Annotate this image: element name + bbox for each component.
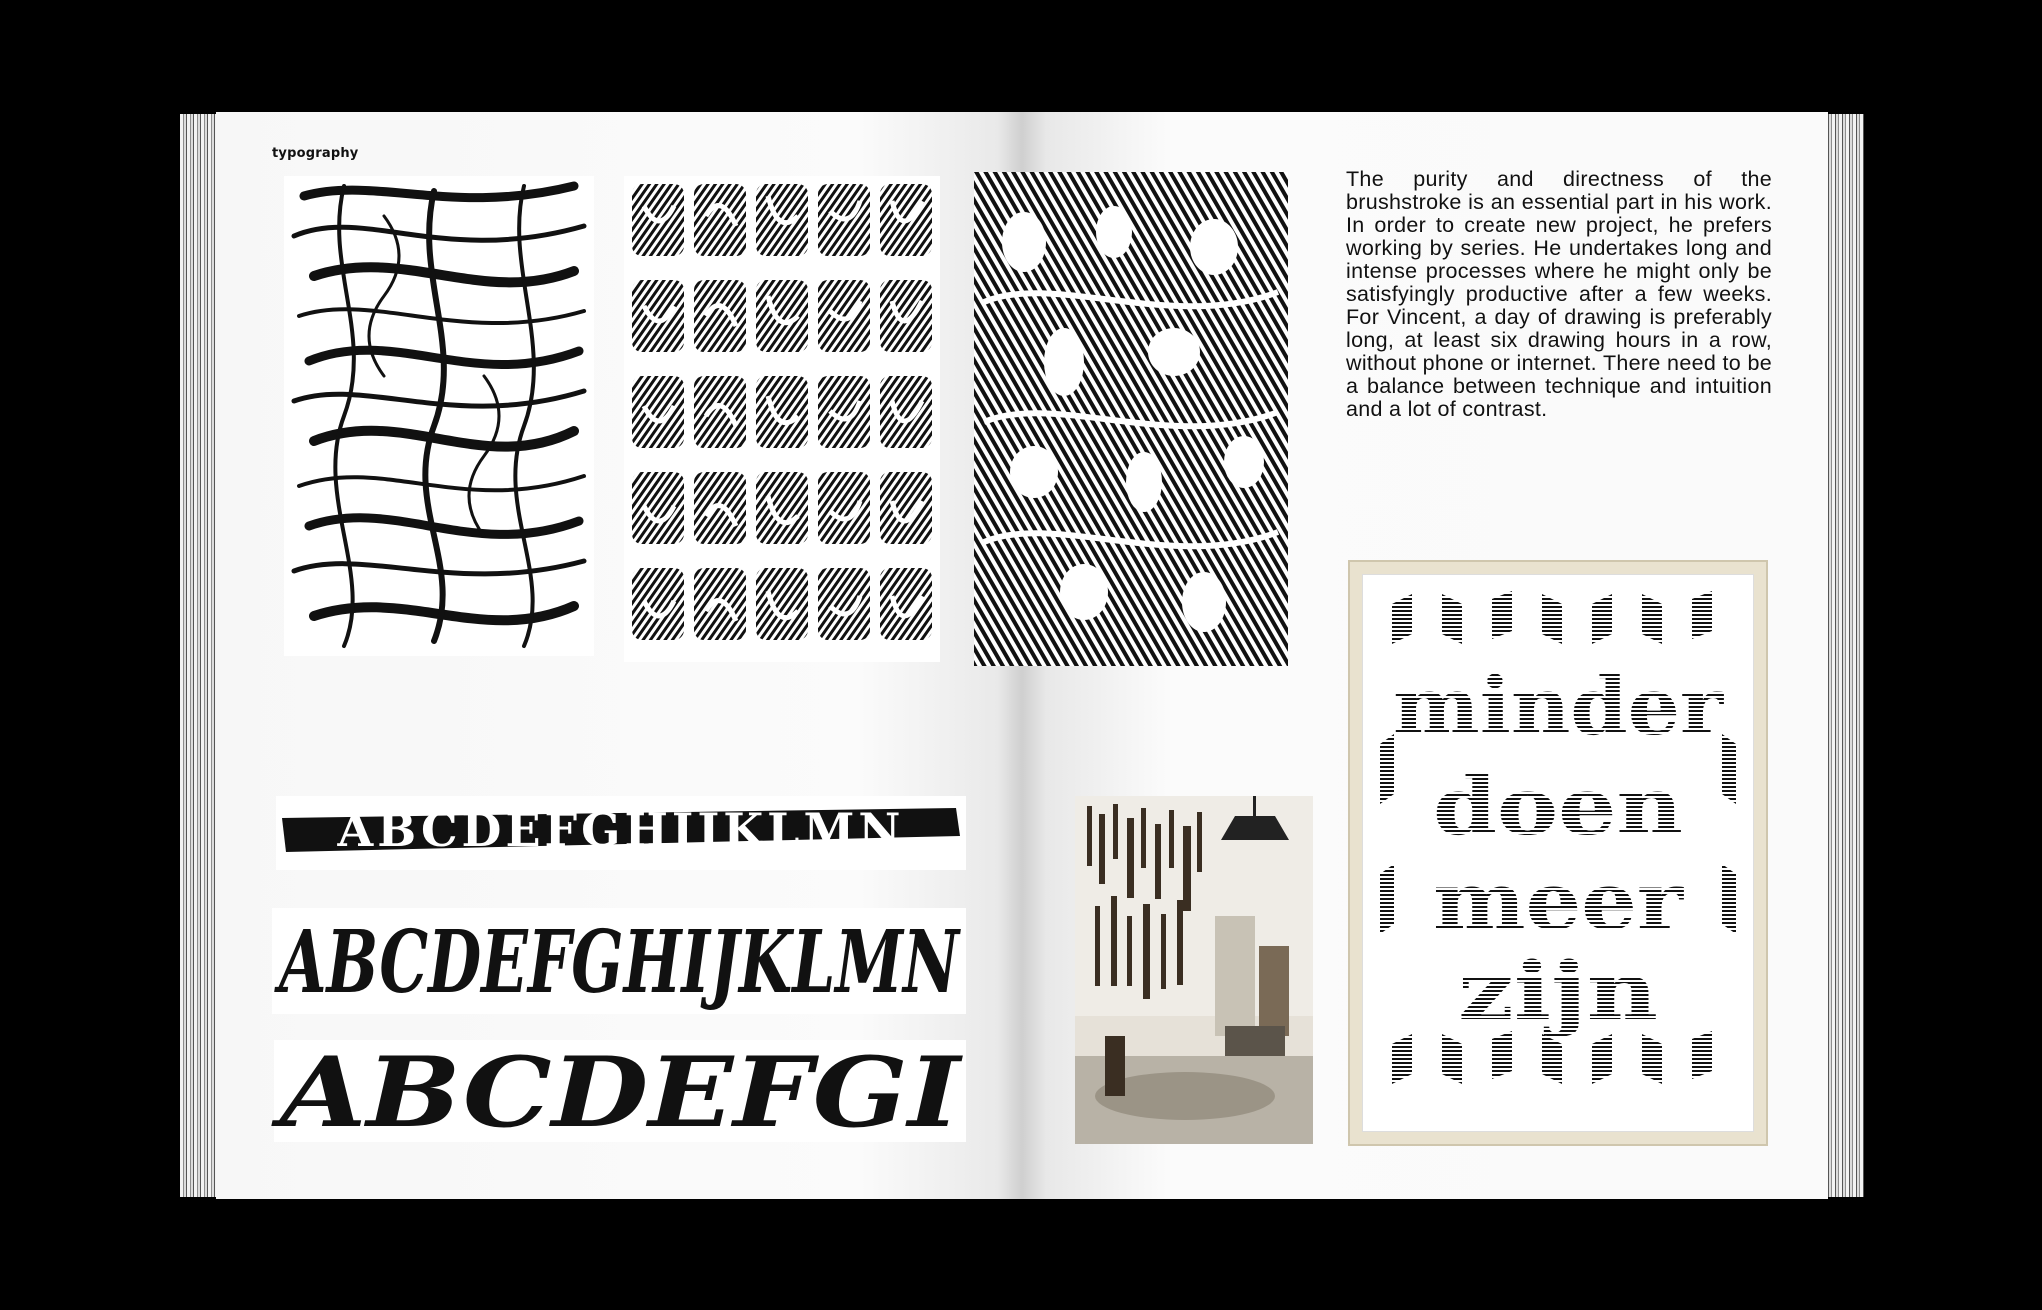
framed-poster <box>1348 560 1768 1146</box>
calligraphy-alphabet-panel-1 <box>284 176 594 656</box>
calligraphy-alphabet-panel-3 <box>974 172 1288 666</box>
strip-3-letters: ABCDEFGI <box>270 1036 964 1149</box>
poster-mat <box>1362 574 1754 1132</box>
strip-2-letters: ABCDEFGHIJKLMN <box>274 912 962 1013</box>
calligraphy-strip-2 <box>272 908 966 1014</box>
strip-1-letters: ABCDEFGHIJKLMN <box>337 803 905 857</box>
poster-line-2: doen <box>1433 759 1683 853</box>
article-body-text: The purity and directness of the brushstroke is an essential part in his work. In order to create new project, he prefers working by series. He undertakes long and intense processes where he might only be satisfyingly productive after a few weeks. For Vincent, a day of drawing is preferably long, at least six drawing hours in a row, without phone or internet. There need to be a balance between technique and intuition and a lot of contrast. <box>1346 167 1772 421</box>
poster-line-4: zijn <box>1458 944 1658 1038</box>
calligraphy-strip-3 <box>270 1036 966 1149</box>
section-label: typography <box>272 146 359 161</box>
calligraphy-strip-1 <box>276 796 966 870</box>
poster-line-3: meer <box>1433 854 1684 948</box>
poster-line-1: minder <box>1393 659 1724 753</box>
calligraphy-alphabet-panel-2 <box>624 176 940 662</box>
studio-photo <box>1075 796 1313 1144</box>
page-edges-left <box>180 114 216 1197</box>
page-edges-right <box>1828 114 1864 1197</box>
